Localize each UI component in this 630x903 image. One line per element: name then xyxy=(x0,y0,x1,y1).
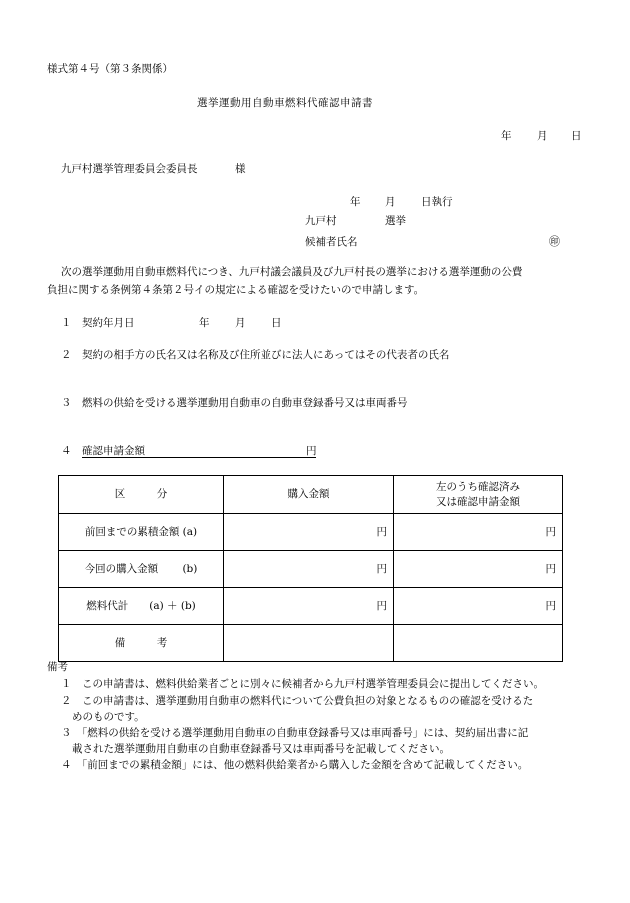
date-day-label: 日 xyxy=(571,130,582,142)
total-purchase-cell[interactable]: 円 xyxy=(224,588,394,625)
note-2-line1: ２ この申請書は、選挙運動用自動車の燃料代について公費負担の対象となるものの確認を受けるた xyxy=(61,695,534,707)
item4-label: 確認申請金額 xyxy=(82,445,145,457)
item1-label: 契約年月日 xyxy=(82,317,135,329)
body-text-line2: 負担に関する条例第４条第２号イの規定による確認を受けたいので申請します。 xyxy=(47,284,425,296)
header-confirmed-line1: 左のうち確認済み xyxy=(436,480,520,493)
item2-label: 契約の相手方の氏名又は名称及び住所並びに法人にあってはその代表者の氏名 xyxy=(82,349,450,361)
item3-label: 燃料の供給を受ける選挙運動用自動車の自動車登録番号又は車両番号 xyxy=(82,397,408,409)
item4-unit: 円 xyxy=(306,445,317,457)
current-purchase-cell[interactable]: 円 xyxy=(224,551,394,588)
row-label-total: 燃料代計 (a) ＋ (b) xyxy=(59,588,224,625)
note-3-line2: 載された選挙運動用自動車の自動車登録番号又は車両番号を記載してください。 xyxy=(72,743,450,755)
note-3-line1: ３ 「燃料の供給を受ける選挙運動用自動車の自動車登録番号又は車両番号」には、契約届出書に記 xyxy=(61,727,529,739)
fuel-cost-table xyxy=(58,475,563,662)
exec-month-label: 月 xyxy=(385,196,396,208)
row-label-remarks: 備 考 xyxy=(59,625,224,662)
notes-heading: 備考 xyxy=(47,661,68,673)
table-row xyxy=(59,588,563,625)
row-label-cumulative: 前回までの累積金額 (a) xyxy=(59,514,224,551)
page-title: 選挙運動用自動車燃料代確認申請書 xyxy=(197,97,373,109)
item3-number: ３ xyxy=(61,397,72,409)
candidate-name-label: 候補者氏名 xyxy=(305,236,358,248)
table-row xyxy=(59,514,563,551)
header-confirmed-amount xyxy=(394,476,563,514)
village-label: 九戸村 xyxy=(305,215,337,227)
note-2-line2: めのものです。 xyxy=(72,711,145,723)
row-label-current: 今回の購入金額 (b) xyxy=(59,551,224,588)
remarks-purchase-cell[interactable] xyxy=(224,625,394,662)
body-text-line1: 次の選挙運動用自動車燃料代につき、九戸村議会議員及び九戸村長の選挙における選挙運動の公費 xyxy=(61,266,523,278)
addressee: 九戸村選挙管理委員会委員長 xyxy=(61,163,198,175)
item2-number: ２ xyxy=(61,349,72,361)
form-number: 様式第４号（第３条関係） xyxy=(47,63,173,75)
item1-number: １ xyxy=(61,317,72,329)
header-category: 区 分 xyxy=(59,476,224,514)
remarks-confirmed-cell[interactable] xyxy=(394,625,563,662)
cumulative-purchase-cell[interactable]: 円 xyxy=(224,514,394,551)
table-row xyxy=(59,625,563,662)
exec-day-label: 日執行 xyxy=(421,196,453,208)
exec-year-label: 年 xyxy=(350,196,361,208)
cumulative-confirmed-cell[interactable]: 円 xyxy=(394,514,563,551)
addressee-suffix: 様 xyxy=(235,163,246,175)
election-label: 選挙 xyxy=(385,215,406,227)
table-row xyxy=(59,551,563,588)
item1-month-label: 月 xyxy=(235,317,246,329)
table-header-row xyxy=(59,476,563,514)
seal-mark: ㊞ xyxy=(549,235,560,248)
date-year-label: 年 xyxy=(501,130,512,142)
header-purchase-amount: 購入金額 xyxy=(224,476,394,514)
total-confirmed-cell[interactable]: 円 xyxy=(394,588,563,625)
date-month-label: 月 xyxy=(537,130,548,142)
item1-day-label: 日 xyxy=(271,317,282,329)
header-confirmed-line2: 又は確認申請金額 xyxy=(436,495,520,508)
item1-year-label: 年 xyxy=(199,317,210,329)
note-1: １ この申請書は、燃料供給業者ごとに別々に候補者から九戸村選挙管理委員会に提出してください。 xyxy=(61,678,544,690)
current-confirmed-cell[interactable]: 円 xyxy=(394,551,563,588)
item4-number: ４ xyxy=(61,445,72,457)
note-4: ４ 「前回までの累積金額」には、他の燃料供給業者から購入した金額を含めて記載してください。 xyxy=(61,759,529,771)
